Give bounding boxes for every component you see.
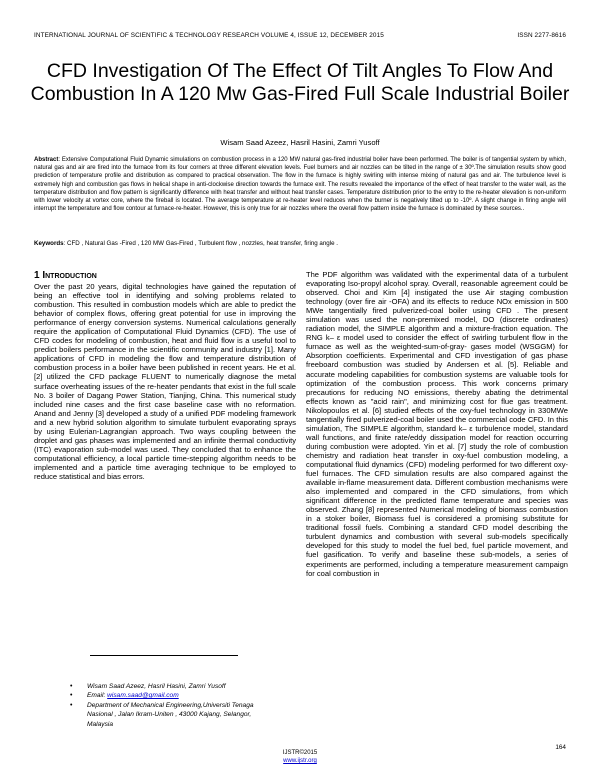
- footnote-authors: [70, 682, 270, 691]
- affiliation-text: Department of Mechanical Engineering,Universiti Tenaga Nasional , Jalan Ikram-Uniten , 43000 Kajang, Selangor, Malaysia: [87, 701, 254, 728]
- journal-header: INTERNATIONAL JOURNAL OF SCIENTIFIC & TECHNOLOGY RESEARCH VOLUME 4, ISSUE 12, DECEMBER 2015: [34, 32, 384, 39]
- abstract-text: : Extensive Computational Fluid Dynamic simulations on combustion process in a 120 MW natural gas-fired industrial boiler have been performed. The boiler is of tangential system by which, natural gas and air are fired into the furnace from its four corners at three different elevation levels. Fuel burners and air nozzles can be tilted in the range of ± 30º.The simulation results show good prediction of temperature profile and distribution as compared to practical observation. The flow in the furnace is highly swirling with intense mixing of natural gas and air. The turbulence level is extremely high and combustion gas flows in helical shape in anti-clockwise direction towards the furnace exit. The results revealed the importance of the effect of heat transfer to the water wall, as the temperature distribution and flow pattern is significantly difference with heat transfer and without heat transfer cases. Temperature distribution prior to the entry to the re-heater elevation is non-uniform with lower velocity at vortex core, where the fireball is located. The average temperature at re-heater level reduces when the burner is negatively tilted up to -10º. A slight change in firing angle will interrupt the temperature and flow contour at furnace-re-heater. However, this is only true for air nozzles where the overall flow pattern inside the furnace is dominated by these sources..: [34, 157, 566, 213]
- left-column: [34, 270, 296, 481]
- right-column: [306, 270, 568, 578]
- footer-url-link[interactable]: www.ijstr.org: [283, 757, 317, 764]
- bullet-icon: •: [70, 683, 73, 690]
- left-column-text: Over the past 20 years, digital technologies have gained the reputation of being an effective tool in identifying and solving problems related to combustion. This resulted in combustion models which are able to predict the behavior of complex flows, offering great potential for use in improving the performance of energy conversion systems. Numerical calculations generally require the application of Computational Fluid Dynamics (CFD). The use of CFD codes for modeling of combustion, heat and fluid flow is a useful tool to predict boilers performance in the scientific community and industry [1]. Many applications of CFD in modeling the flow and temperature distribution of combustion process in a boiler have been published in recent years. He et al. [2] utilized the CFD package FLUENT to numerically diagnose the metal surface overheating issues of the re-heater pendants that exist in the full scale No. 3 boiler of Dagang Power Station, Tianjing, China. This numerical study included nine cases and the first case baseline case with no reformation. Anand and Jenny [3] developed a study of a unified PDF modeling framework and a new hybrid solution algorithm to simulate turbulent evaporating sprays by using Eulerian-Lagrangian approach. Two ways coupling between the droplet and gas phases was implemented and an infinite thermal conductivity (ITC) evaporation sub-model was used. They concluded that to enhance the computational efficiency, a local particle time-stepping algorithm needs to be implemented and a particle time averaging technique to be employed to reduce statistical and bias errors.: [34, 282, 296, 481]
- email-link[interactable]: wisam.saad@gmail.com: [107, 692, 179, 700]
- paper-title: CFD Investigation Of The Effect Of Tilt Angles To Flow And Combustion In A 120 Mw Gas-Fired Full Scale Industrial Boiler: [30, 60, 570, 105]
- section-title: Introduction: [42, 270, 97, 281]
- footer-org: IJSTR©2015: [282, 750, 318, 756]
- right-column-text: The PDF algorithm was validated with the experimental data of a turbulent evaporating Iso-propyl alcohol spray. Overall, reasonable agreement could be observed. Choi and Kim [4] instigated the use Air staging combustion technology (over fire air -OFA) and its effects to reduce NOx emission in 500 MWe tangentially fired pulverized-coal boiler using CFD . The present simulation was used the non-premixed model, DO (discrete ordinates) radiation model, the SIMPLE algorithm and a mixture-fraction equation. The RNG k– ε model used to consider the effect of swirling turbulent flow in the furnace as well as the weighted-sum-of-gray- gases model (WSGGM) for Absorption coefficients. Experimental and CFD investigation of gas phase freeboard combustion was studied by Andersen et al. [5]. Reliable and accurate modeling capabilities for combustion systems are valuable tools for optimization of the combustion process. This work concerns primary precautions for reducing NO emissions, thereby abating the detrimental effects known as "acid rain", and minimizing cost for flue gas treatment. Nikolopoulos et al. [6] studied effects of the oxy-fuel technology in 330MWe tangentially fired pulverized-coal boiler used the commercial code CFD. In this simulation, The SIMPLE algorithm, standard k– ε turbulence model, standard wall functions, and finite rate/eddy dissipation model for reaction occurring during combustion were adopted. Yin et al. [7] study the role of combustion chemistry and radiation heat transfer in oxy-fuel combustion modeling, a computational fluid dynamics (CFD) modeling performed for two different oxy-fuel furnaces. The CFD simulation results are also compared against the available in-flame measurement data. Different combustion mechanisms were also implemented and compared in the CFD simulations, from which significant difference in the predicted flame temperature and species was observed. Zhang [8] represented Numerical modeling of biomass combustion in a stoker boiler, Biomass fuel is considered a promising substitute for traditional fossil fuels. Combining a standard CFD model describing the turbulent dynamics and combustion with several sub-models specifically developed for this study to model the fuel bed, fuel particle movement, and fuel gasification. To verify and baseline these sub-models, a series of experiments are performed, including a temperature measurement campaign for coal combustion in: [306, 270, 568, 578]
- bullet-icon: •: [70, 701, 73, 709]
- keywords-label: Keywords: [34, 240, 64, 247]
- footnote-authors-text: Wisam Saad Azeez, Hasril Hasini, Zamri Yusoff: [87, 683, 226, 690]
- abstract-label: Abstract: [34, 157, 59, 163]
- footnotes: [70, 682, 270, 729]
- footnote-affiliation: [70, 701, 270, 729]
- abstract: [34, 156, 566, 213]
- section-number: 1: [34, 270, 40, 281]
- footnote-email: [70, 691, 270, 700]
- email-label: Email:: [87, 692, 108, 700]
- author-list: Wisam Saad Azeez, Hasril Hasini, Zamri Yusoff: [220, 138, 380, 147]
- keywords-text: : CFD , Natural Gas -Fired , 120 MW Gas-Fired , Turbulent flow , nozzles, heat transfer, firing angle .: [63, 240, 338, 247]
- keywords: [34, 240, 566, 247]
- page-footer: [0, 750, 600, 766]
- footnote-divider: [90, 655, 238, 656]
- section-heading: [34, 270, 296, 281]
- page-number: 164: [555, 744, 566, 751]
- bullet-icon: •: [70, 692, 73, 700]
- issn-header: ISSN 2277-8616: [517, 32, 566, 39]
